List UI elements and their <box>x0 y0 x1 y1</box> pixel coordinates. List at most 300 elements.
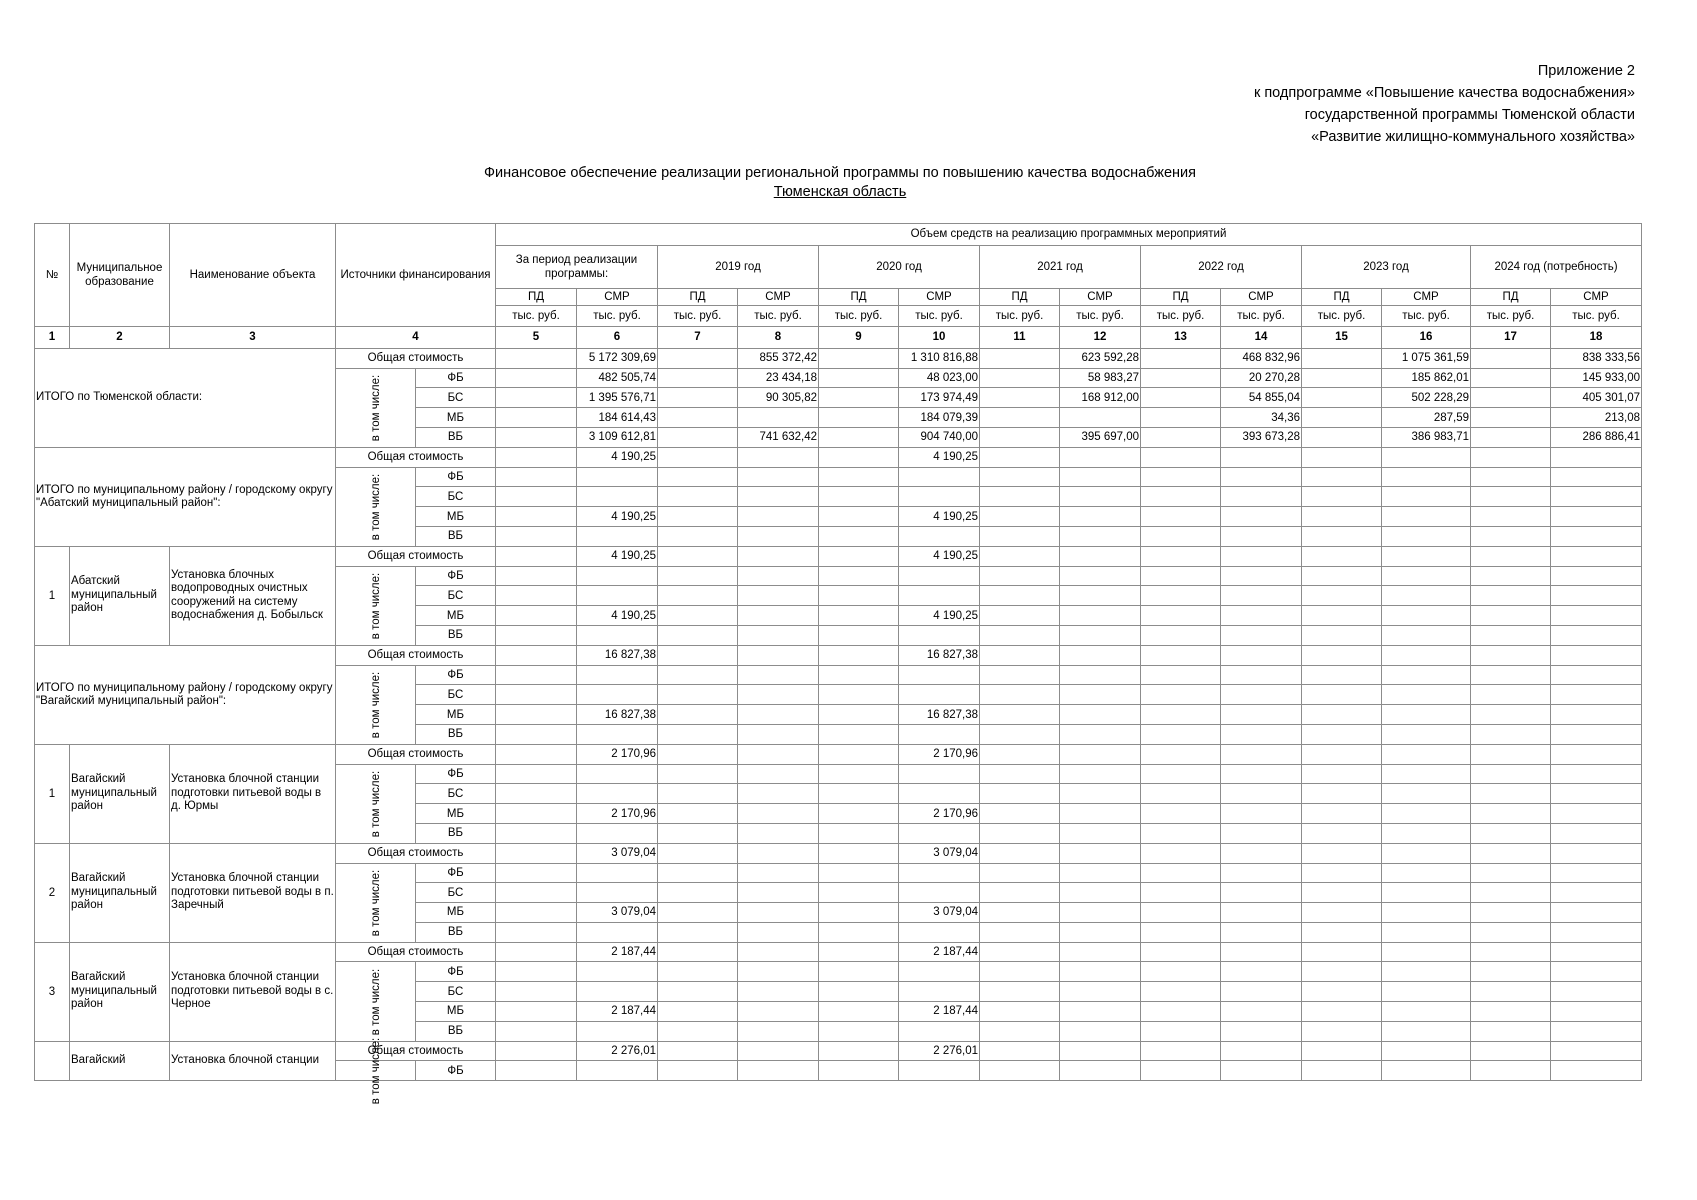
funding-source: ВБ <box>416 625 496 645</box>
value-cell <box>738 507 819 527</box>
value-cell <box>1221 863 1302 883</box>
value-cell <box>577 823 658 843</box>
value-cell <box>738 883 819 903</box>
table-row <box>35 348 1642 368</box>
value-cell <box>819 487 899 507</box>
appendix-line: к подпрограмме «Повышение качества водоснабжения» <box>1253 85 1635 101</box>
funding-source: ВБ <box>416 823 496 843</box>
value-cell <box>1302 447 1382 467</box>
value-cell <box>1060 764 1141 784</box>
value-cell <box>496 566 577 586</box>
value-cell <box>658 784 738 804</box>
value-cell: 623 592,28 <box>1060 348 1141 368</box>
value-cell <box>738 705 819 725</box>
value-cell <box>1471 507 1551 527</box>
value-cell <box>819 764 899 784</box>
value-cell <box>658 724 738 744</box>
value-cell <box>496 625 577 645</box>
value-cell <box>819 645 899 665</box>
value-cell <box>1141 942 1221 962</box>
value-cell <box>1382 883 1471 903</box>
value-cell <box>1060 724 1141 744</box>
value-cell <box>496 1061 577 1081</box>
value-cell <box>577 922 658 942</box>
value-cell <box>1060 606 1141 626</box>
value-cell <box>1302 586 1382 606</box>
value-cell <box>1060 1041 1141 1061</box>
value-cell <box>1382 467 1471 487</box>
value-cell <box>1471 625 1551 645</box>
value-cell <box>1141 665 1221 685</box>
column-number: 6 <box>577 327 658 349</box>
header-year-2020: 2020 год <box>819 245 980 288</box>
column-number: 11 <box>980 327 1060 349</box>
header-unit: тыс. руб. <box>1060 305 1141 327</box>
header-pd: ПД <box>1471 288 1551 305</box>
value-cell <box>1551 823 1642 843</box>
value-cell: 4 190,25 <box>899 447 980 467</box>
value-cell <box>1141 408 1221 428</box>
header-unit: тыс. руб. <box>1302 305 1382 327</box>
value-cell <box>1060 883 1141 903</box>
value-cell <box>1382 507 1471 527</box>
value-cell <box>738 764 819 784</box>
total-cost-label: Общая стоимость <box>336 447 496 467</box>
value-cell <box>1141 922 1221 942</box>
value-cell <box>738 447 819 467</box>
value-cell: 395 697,00 <box>1060 427 1141 447</box>
value-cell <box>577 685 658 705</box>
item-number: 1 <box>35 546 70 645</box>
total-cost-label: Общая стоимость <box>336 1041 496 1061</box>
value-cell <box>1221 487 1302 507</box>
value-cell <box>1302 744 1382 764</box>
value-cell <box>577 724 658 744</box>
value-cell <box>980 1061 1060 1081</box>
value-cell <box>658 744 738 764</box>
value-cell <box>1382 823 1471 843</box>
value-cell <box>1302 606 1382 626</box>
value-cell <box>1302 625 1382 645</box>
value-cell <box>577 625 658 645</box>
value-cell <box>1141 823 1221 843</box>
value-cell: 2 276,01 <box>899 1041 980 1061</box>
value-cell <box>1141 526 1221 546</box>
value-cell <box>1060 942 1141 962</box>
value-cell <box>1551 922 1642 942</box>
including-label-text: в том числе: <box>369 374 382 441</box>
value-cell <box>658 388 738 408</box>
value-cell <box>980 507 1060 527</box>
value-cell <box>1471 526 1551 546</box>
item-municipality: Вагайский муниципальный район <box>70 942 170 1041</box>
value-cell <box>738 843 819 863</box>
value-cell <box>899 566 980 586</box>
including-label <box>336 467 416 546</box>
value-cell: 1 310 816,88 <box>899 348 980 368</box>
value-cell: 4 190,25 <box>577 546 658 566</box>
header-volume: Объем средств на реализацию программных мероприятий <box>496 224 1642 246</box>
value-cell <box>658 982 738 1002</box>
value-cell <box>1302 487 1382 507</box>
value-cell <box>738 903 819 923</box>
document-subtitle: Тюменская область <box>773 184 907 200</box>
value-cell <box>658 685 738 705</box>
value-cell <box>738 942 819 962</box>
value-cell <box>1221 922 1302 942</box>
value-cell <box>577 665 658 685</box>
value-cell <box>899 467 980 487</box>
item-object: Установка блочной станции <box>170 1041 336 1081</box>
value-cell <box>1302 665 1382 685</box>
value-cell <box>1221 467 1302 487</box>
value-cell <box>577 586 658 606</box>
value-cell <box>496 883 577 903</box>
value-cell <box>738 546 819 566</box>
value-cell <box>738 685 819 705</box>
value-cell: 16 827,38 <box>899 705 980 725</box>
value-cell <box>577 863 658 883</box>
value-cell <box>819 804 899 824</box>
value-cell <box>658 526 738 546</box>
value-cell <box>1141 625 1221 645</box>
value-cell <box>1060 804 1141 824</box>
value-cell <box>1221 942 1302 962</box>
value-cell <box>496 447 577 467</box>
value-cell <box>658 1061 738 1081</box>
value-cell <box>899 962 980 982</box>
value-cell <box>819 408 899 428</box>
group-total-label: ИТОГО по Тюменской области: <box>35 348 336 447</box>
value-cell <box>819 705 899 725</box>
value-cell <box>658 1021 738 1041</box>
value-cell <box>1221 883 1302 903</box>
value-cell <box>496 388 577 408</box>
value-cell <box>1302 1061 1382 1081</box>
value-cell <box>1060 526 1141 546</box>
value-cell <box>738 804 819 824</box>
value-cell <box>1471 606 1551 626</box>
value-cell <box>1302 843 1382 863</box>
value-cell <box>899 685 980 705</box>
funding-source: МБ <box>416 507 496 527</box>
value-cell <box>1471 447 1551 467</box>
value-cell <box>1302 645 1382 665</box>
value-cell <box>1221 1061 1302 1081</box>
value-cell <box>1141 507 1221 527</box>
funding-source: ФБ <box>416 764 496 784</box>
value-cell <box>1551 863 1642 883</box>
value-cell <box>658 625 738 645</box>
value-cell <box>1221 625 1302 645</box>
value-cell <box>1471 942 1551 962</box>
value-cell <box>1382 724 1471 744</box>
value-cell <box>1471 566 1551 586</box>
value-cell <box>658 586 738 606</box>
appendix-line: государственной программы Тюменской области <box>1304 107 1635 123</box>
total-cost-label: Общая стоимость <box>336 843 496 863</box>
value-cell <box>1302 724 1382 744</box>
value-cell <box>738 625 819 645</box>
table-row <box>35 1041 1642 1061</box>
value-cell <box>819 665 899 685</box>
value-cell <box>1141 546 1221 566</box>
value-cell <box>1060 487 1141 507</box>
value-cell <box>1221 685 1302 705</box>
column-number: 1 <box>35 327 70 349</box>
funding-source: ВБ <box>416 922 496 942</box>
value-cell <box>1060 962 1141 982</box>
value-cell <box>819 724 899 744</box>
value-cell <box>1221 823 1302 843</box>
item-object: Установка блочной станции подготовки питьевой воды в п. Заречный <box>170 843 336 942</box>
value-cell <box>1382 685 1471 705</box>
value-cell <box>1551 784 1642 804</box>
value-cell <box>1382 843 1471 863</box>
column-number: 9 <box>819 327 899 349</box>
value-cell <box>1471 1041 1551 1061</box>
including-label-text: в том числе: <box>369 968 382 1035</box>
value-cell <box>1471 843 1551 863</box>
value-cell <box>1471 903 1551 923</box>
value-cell <box>1141 843 1221 863</box>
value-cell: 145 933,00 <box>1551 368 1642 388</box>
value-cell <box>1221 586 1302 606</box>
value-cell <box>496 606 577 626</box>
value-cell <box>496 546 577 566</box>
header-unit: тыс. руб. <box>1221 305 1302 327</box>
value-cell: 16 827,38 <box>577 645 658 665</box>
value-cell <box>1382 705 1471 725</box>
value-cell <box>1221 546 1302 566</box>
value-cell <box>1302 1041 1382 1061</box>
value-cell <box>980 408 1060 428</box>
value-cell <box>1302 764 1382 784</box>
value-cell <box>980 982 1060 1002</box>
value-cell <box>980 665 1060 685</box>
value-cell: 2 187,44 <box>577 1002 658 1022</box>
value-cell <box>899 823 980 843</box>
header-unit: тыс. руб. <box>1141 305 1221 327</box>
value-cell <box>819 625 899 645</box>
value-cell <box>1141 1041 1221 1061</box>
value-cell: 23 434,18 <box>738 368 819 388</box>
value-cell <box>980 724 1060 744</box>
item-municipality: Абатский муниципальный район <box>70 546 170 645</box>
value-cell <box>1302 883 1382 903</box>
column-number: 10 <box>899 327 980 349</box>
value-cell <box>738 1002 819 1022</box>
funding-source: ФБ <box>416 1061 496 1081</box>
value-cell <box>1221 1002 1302 1022</box>
value-cell <box>980 606 1060 626</box>
value-cell <box>1060 685 1141 705</box>
value-cell <box>1382 447 1471 467</box>
value-cell <box>1221 507 1302 527</box>
value-cell <box>1221 705 1302 725</box>
value-cell <box>1141 427 1221 447</box>
value-cell <box>980 586 1060 606</box>
value-cell <box>819 1041 899 1061</box>
value-cell <box>1471 685 1551 705</box>
header-smr: СМР <box>738 288 819 305</box>
funding-source: ФБ <box>416 665 496 685</box>
value-cell <box>496 427 577 447</box>
value-cell <box>980 427 1060 447</box>
value-cell <box>1141 744 1221 764</box>
value-cell <box>819 348 899 368</box>
funding-source: БС <box>416 982 496 1002</box>
value-cell <box>1551 903 1642 923</box>
value-cell <box>738 744 819 764</box>
value-cell <box>1141 764 1221 784</box>
value-cell <box>1302 388 1382 408</box>
value-cell <box>577 883 658 903</box>
value-cell <box>1551 645 1642 665</box>
funding-source: ФБ <box>416 368 496 388</box>
funding-source: БС <box>416 685 496 705</box>
header-pd: ПД <box>819 288 899 305</box>
value-cell: 4 190,25 <box>577 447 658 467</box>
value-cell <box>980 764 1060 784</box>
value-cell <box>1221 1021 1302 1041</box>
value-cell <box>1302 863 1382 883</box>
value-cell <box>1551 546 1642 566</box>
value-cell <box>1141 606 1221 626</box>
header-smr: СМР <box>899 288 980 305</box>
value-cell <box>1141 388 1221 408</box>
value-cell <box>1471 487 1551 507</box>
value-cell: 405 301,07 <box>1551 388 1642 408</box>
value-cell <box>1141 724 1221 744</box>
value-cell <box>738 1061 819 1081</box>
value-cell: 482 505,74 <box>577 368 658 388</box>
header-unit: тыс. руб. <box>899 305 980 327</box>
including-label <box>336 566 416 645</box>
value-cell <box>1382 1041 1471 1061</box>
value-cell <box>658 823 738 843</box>
value-cell <box>1382 606 1471 626</box>
value-cell <box>1382 804 1471 824</box>
value-cell <box>980 685 1060 705</box>
value-cell <box>1551 1061 1642 1081</box>
value-cell <box>738 962 819 982</box>
value-cell <box>1551 586 1642 606</box>
column-number: 18 <box>1551 327 1642 349</box>
value-cell: 213,08 <box>1551 408 1642 428</box>
table-row <box>35 843 1642 863</box>
header-pd: ПД <box>496 288 577 305</box>
value-cell <box>496 487 577 507</box>
value-cell <box>1471 546 1551 566</box>
value-cell <box>980 388 1060 408</box>
value-cell <box>899 586 980 606</box>
value-cell <box>738 863 819 883</box>
value-cell <box>1471 368 1551 388</box>
value-cell <box>658 606 738 626</box>
value-cell <box>658 883 738 903</box>
value-cell <box>658 1002 738 1022</box>
funding-source: МБ <box>416 903 496 923</box>
header-unit: тыс. руб. <box>577 305 658 327</box>
value-cell <box>1471 962 1551 982</box>
value-cell <box>1141 566 1221 586</box>
value-cell <box>496 1041 577 1061</box>
value-cell <box>1221 665 1302 685</box>
value-cell <box>980 1041 1060 1061</box>
value-cell <box>819 566 899 586</box>
value-cell <box>658 507 738 527</box>
column-number: 16 <box>1382 327 1471 349</box>
value-cell <box>1060 645 1141 665</box>
value-cell <box>980 843 1060 863</box>
value-cell <box>980 942 1060 962</box>
value-cell <box>819 962 899 982</box>
value-cell <box>819 922 899 942</box>
value-cell <box>1221 724 1302 744</box>
value-cell <box>1471 467 1551 487</box>
value-cell <box>1471 804 1551 824</box>
value-cell: 3 079,04 <box>577 903 658 923</box>
value-cell <box>496 922 577 942</box>
funding-source: МБ <box>416 705 496 725</box>
value-cell <box>658 962 738 982</box>
total-cost-label: Общая стоимость <box>336 546 496 566</box>
value-cell: 58 983,27 <box>1060 368 1141 388</box>
value-cell <box>658 665 738 685</box>
value-cell <box>738 586 819 606</box>
value-cell <box>1551 447 1642 467</box>
column-number: 4 <box>336 327 496 349</box>
value-cell <box>1060 784 1141 804</box>
item-municipality: Вагайский муниципальный район <box>70 843 170 942</box>
value-cell <box>819 942 899 962</box>
funding-source: ВБ <box>416 427 496 447</box>
value-cell <box>1060 1021 1141 1041</box>
value-cell <box>1471 1061 1551 1081</box>
value-cell: 4 190,25 <box>899 507 980 527</box>
header-smr: СМР <box>577 288 658 305</box>
header-unit: тыс. руб. <box>738 305 819 327</box>
value-cell <box>1060 586 1141 606</box>
value-cell <box>1302 507 1382 527</box>
value-cell <box>1471 408 1551 428</box>
financing-table <box>34 223 1642 1105</box>
value-cell <box>1551 724 1642 744</box>
funding-source: БС <box>416 883 496 903</box>
value-cell <box>496 467 577 487</box>
value-cell <box>980 348 1060 368</box>
value-cell <box>658 764 738 784</box>
including-label-text: в том числе: <box>369 572 382 639</box>
value-cell <box>1471 348 1551 368</box>
value-cell <box>496 962 577 982</box>
header-smr: СМР <box>1551 288 1642 305</box>
value-cell <box>980 526 1060 546</box>
value-cell: 2 276,01 <box>577 1041 658 1061</box>
value-cell <box>658 843 738 863</box>
value-cell <box>1141 447 1221 467</box>
header-pd: ПД <box>658 288 738 305</box>
header-unit: тыс. руб. <box>819 305 899 327</box>
value-cell <box>1382 1061 1471 1081</box>
value-cell <box>899 625 980 645</box>
including-label-text: в том числе: <box>369 671 382 738</box>
value-cell <box>738 566 819 586</box>
value-cell <box>1471 665 1551 685</box>
column-number: 3 <box>170 327 336 349</box>
header-smr: СМР <box>1221 288 1302 305</box>
